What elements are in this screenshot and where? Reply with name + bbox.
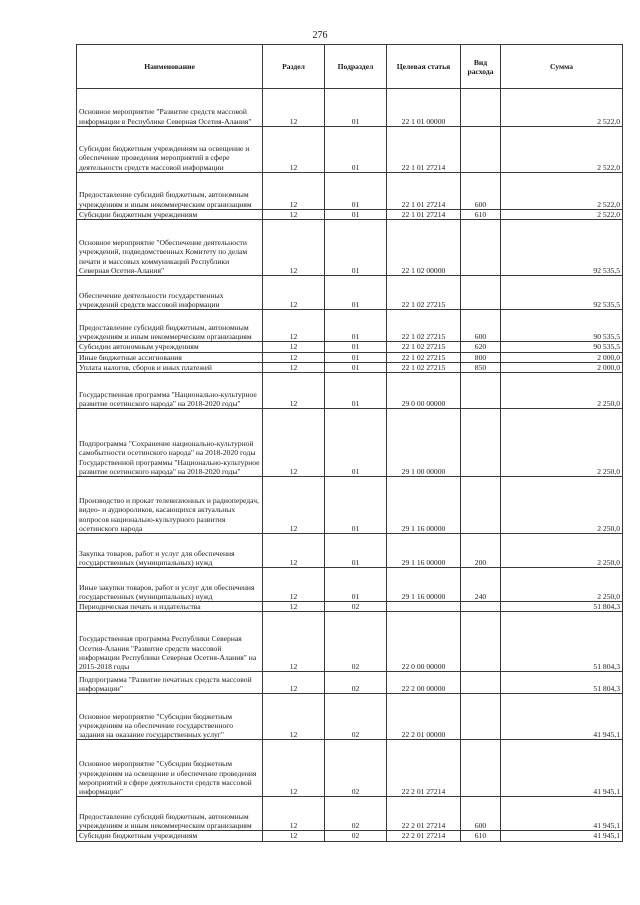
- row-subsection: 01: [325, 127, 387, 173]
- row-name: Государственная программа Республики Северная Осетия-Алания "Развитие средств массовой информации Республики Северная Осетия-Алания" на 2015-2018 годы: [77, 612, 263, 672]
- row-amount: 41 945,1: [501, 797, 623, 831]
- table-row: [77, 797, 623, 831]
- row-type: 610: [461, 210, 501, 220]
- table-row: [77, 373, 623, 409]
- row-subsection: 01: [325, 310, 387, 342]
- row-name: Производство и прокат телевизионных и радиопередач, видео- и аудиороликов, касающихся актуальных вопросов национально-культурного развития осетинского народа: [77, 477, 263, 534]
- row-target: 22 2 01 27214: [387, 797, 461, 831]
- row-amount: 2 250,0: [501, 568, 623, 602]
- row-type: 200: [461, 534, 501, 568]
- row-type: 850: [461, 362, 501, 372]
- row-name: Основное мероприятие "Субсидии бюджетным учреждениям на обеспечение государственного задания на оказание государственных услуг": [77, 694, 263, 740]
- row-target: 22 2 01 00000: [387, 694, 461, 740]
- row-name: Уплата налогов, сборов и иных платежей: [77, 362, 263, 372]
- row-subsection: 01: [325, 409, 387, 477]
- row-target: 22 1 01 27214: [387, 210, 461, 220]
- row-type: 610: [461, 831, 501, 841]
- row-subsection: 01: [325, 568, 387, 602]
- row-amount: 92 535,5: [501, 276, 623, 310]
- row-type: [461, 740, 501, 797]
- row-subsection: 01: [325, 342, 387, 352]
- row-amount: 2 250,0: [501, 477, 623, 534]
- row-amount: 2 000,0: [501, 352, 623, 362]
- row-target: 29 0 00 00000: [387, 373, 461, 409]
- row-target: 22 1 02 27215: [387, 362, 461, 372]
- row-name: Субсидии бюджетным учреждениям: [77, 831, 263, 841]
- row-subsection: 02: [325, 602, 387, 612]
- table-row: [77, 534, 623, 568]
- row-section: 12: [263, 534, 325, 568]
- row-target: 22 1 02 27215: [387, 276, 461, 310]
- row-section: 12: [263, 694, 325, 740]
- row-type: 240: [461, 568, 501, 602]
- row-amount: 2 522,0: [501, 173, 623, 210]
- row-subsection: 01: [325, 373, 387, 409]
- table-row: [77, 310, 623, 342]
- row-amount: 90 535,5: [501, 342, 623, 352]
- row-section: 12: [263, 740, 325, 797]
- row-section: 12: [263, 672, 325, 694]
- row-section: 12: [263, 89, 325, 127]
- row-section: 12: [263, 310, 325, 342]
- row-name: Иные бюджетные ассигнования: [77, 352, 263, 362]
- row-target: 22 2 01 27214: [387, 740, 461, 797]
- row-section: 12: [263, 352, 325, 362]
- row-name: Предоставление субсидий бюджетным, автономным учреждениям и иным некоммерческим организациям: [77, 797, 263, 831]
- table-row: [77, 362, 623, 372]
- header-amount: Сумма: [501, 45, 623, 89]
- table-row: [77, 568, 623, 602]
- row-subsection: 01: [325, 89, 387, 127]
- row-subsection: 01: [325, 220, 387, 276]
- row-subsection: 01: [325, 534, 387, 568]
- row-target: 22 2 00 00000: [387, 672, 461, 694]
- row-target: 29 1 16 00000: [387, 568, 461, 602]
- row-section: 12: [263, 210, 325, 220]
- table-row: [77, 612, 623, 672]
- row-subsection: 02: [325, 740, 387, 797]
- row-type: 600: [461, 173, 501, 210]
- header-section: Раздел: [263, 45, 325, 89]
- row-subsection: 02: [325, 797, 387, 831]
- row-subsection: 01: [325, 352, 387, 362]
- row-subsection: 01: [325, 173, 387, 210]
- row-section: 12: [263, 477, 325, 534]
- row-target: 22 1 01 00000: [387, 89, 461, 127]
- row-subsection: 01: [325, 362, 387, 372]
- row-amount: 41 945,1: [501, 740, 623, 797]
- row-type: 600: [461, 310, 501, 342]
- row-amount: 2 522,0: [501, 89, 623, 127]
- row-name: Периодическая печать и издательства: [77, 602, 263, 612]
- table-row: [77, 352, 623, 362]
- table-row: [77, 602, 623, 612]
- row-amount: 92 535,5: [501, 220, 623, 276]
- row-subsection: 01: [325, 276, 387, 310]
- row-target: 22 0 00 00000: [387, 612, 461, 672]
- table-row: [77, 409, 623, 477]
- row-type: [461, 612, 501, 672]
- page-number: 276: [312, 30, 328, 41]
- row-name: Субсидии бюджетным учреждениям на освещение и обеспечение проведения мероприятий в сфере деятельности средств массовой информации: [77, 127, 263, 173]
- row-name: Основное мероприятие "Обеспечение деятельности учреждений, подведомственных Комитету по делам печати и массовых коммуникаций Республики Северная Осетия-Алания": [77, 220, 263, 276]
- row-type: [461, 220, 501, 276]
- header-row: [77, 45, 623, 89]
- row-type: 600: [461, 797, 501, 831]
- table-row: [77, 694, 623, 740]
- row-section: 12: [263, 127, 325, 173]
- row-section: 12: [263, 602, 325, 612]
- row-amount: 51 804,3: [501, 602, 623, 612]
- row-target: 22 1 01 27214: [387, 173, 461, 210]
- row-section: 12: [263, 362, 325, 372]
- table-row: [77, 173, 623, 210]
- row-type: [461, 672, 501, 694]
- row-name: Обеспечение деятельности государственных учреждений средств массовой информации: [77, 276, 263, 310]
- row-amount: 2 250,0: [501, 534, 623, 568]
- table-row: [77, 89, 623, 127]
- row-section: 12: [263, 276, 325, 310]
- row-target: 22 1 02 27215: [387, 310, 461, 342]
- row-amount: 41 945,1: [501, 694, 623, 740]
- row-section: 12: [263, 612, 325, 672]
- row-name: Предоставление субсидий бюджетным, автономным учреждениям и иным некоммерческим организациям: [77, 310, 263, 342]
- row-amount: 90 535,5: [501, 310, 623, 342]
- table-row: [77, 672, 623, 694]
- row-amount: 2 522,0: [501, 127, 623, 173]
- table-row: [77, 127, 623, 173]
- row-subsection: 01: [325, 477, 387, 534]
- row-section: 12: [263, 342, 325, 352]
- row-section: 12: [263, 831, 325, 841]
- row-amount: 51 804,3: [501, 672, 623, 694]
- row-section: 12: [263, 220, 325, 276]
- row-amount: 2 250,0: [501, 373, 623, 409]
- row-subsection: 02: [325, 672, 387, 694]
- row-type: [461, 373, 501, 409]
- table-row: [77, 740, 623, 797]
- row-amount: 51 804,3: [501, 612, 623, 672]
- row-target: 22 1 01 27214: [387, 127, 461, 173]
- row-section: 12: [263, 173, 325, 210]
- row-section: 12: [263, 409, 325, 477]
- row-amount: 2 250,0: [501, 409, 623, 477]
- row-subsection: 02: [325, 612, 387, 672]
- row-amount: 2 000,0: [501, 362, 623, 372]
- row-amount: 2 522,0: [501, 210, 623, 220]
- row-target: 22 1 02 27215: [387, 352, 461, 362]
- row-type: [461, 409, 501, 477]
- header-name: Наименование: [77, 45, 263, 89]
- row-section: 12: [263, 797, 325, 831]
- header-expense-type: Вид расхода: [461, 45, 501, 89]
- table-row: [77, 342, 623, 352]
- row-name: Закупка товаров, работ и услуг для обеспечения государственных (муниципальных) нужд: [77, 534, 263, 568]
- header-subsection: Подраздел: [325, 45, 387, 89]
- row-name: Подпрограмма "Сохранение национально-культурной самобытности осетинского народа" на 2018-2020 годы Государственной программы "Национально-культурное развитие осетинского народа" на 2018-2020 годы": [77, 409, 263, 477]
- budget-table: [76, 44, 623, 842]
- row-amount: 41 945,1: [501, 831, 623, 841]
- row-name: Государственная программа "Национально-культурное развитие осетинского народа" на 2018-2020 годы": [77, 373, 263, 409]
- row-type: 620: [461, 342, 501, 352]
- row-type: [461, 276, 501, 310]
- table-row: [77, 220, 623, 276]
- row-target: [387, 602, 461, 612]
- row-type: [461, 127, 501, 173]
- row-name: Субсидии бюджетным учреждениям: [77, 210, 263, 220]
- row-target: 29 1 16 00000: [387, 477, 461, 534]
- row-type: [461, 602, 501, 612]
- table-row: [77, 477, 623, 534]
- row-name: Подпрограмма "Развитие печатных средств массовой информации": [77, 672, 263, 694]
- row-subsection: 02: [325, 831, 387, 841]
- row-name: Субсидии автономным учреждениям: [77, 342, 263, 352]
- row-target: 22 2 01 27214: [387, 831, 461, 841]
- table-row: [77, 210, 623, 220]
- row-target: 22 1 02 00000: [387, 220, 461, 276]
- row-type: [461, 89, 501, 127]
- row-subsection: 02: [325, 694, 387, 740]
- row-type: [461, 694, 501, 740]
- header-target: Целевая статья: [387, 45, 461, 89]
- row-subsection: 01: [325, 210, 387, 220]
- row-type: 800: [461, 352, 501, 362]
- row-target: 29 1 16 00000: [387, 534, 461, 568]
- row-target: 22 1 02 27215: [387, 342, 461, 352]
- table-row: [77, 276, 623, 310]
- row-type: [461, 477, 501, 534]
- row-section: 12: [263, 568, 325, 602]
- table-row: [77, 831, 623, 841]
- row-name: Предоставление субсидий бюджетным, автономным учреждениям и иным некоммерческим организациям: [77, 173, 263, 210]
- row-name: Основное мероприятие "Развитие средств массовой информации в Республике Северная Осетия-Алания": [77, 89, 263, 127]
- row-name: Основное мероприятие "Субсидии бюджетным учреждениям на освещение и обеспечение проведения мероприятий в сфере деятельности средств массовой информации": [77, 740, 263, 797]
- row-name: Иные закупки товаров, работ и услуг для обеспечения государственных (муниципальных) нужд: [77, 568, 263, 602]
- row-section: 12: [263, 373, 325, 409]
- row-target: 29 1 00 00000: [387, 409, 461, 477]
